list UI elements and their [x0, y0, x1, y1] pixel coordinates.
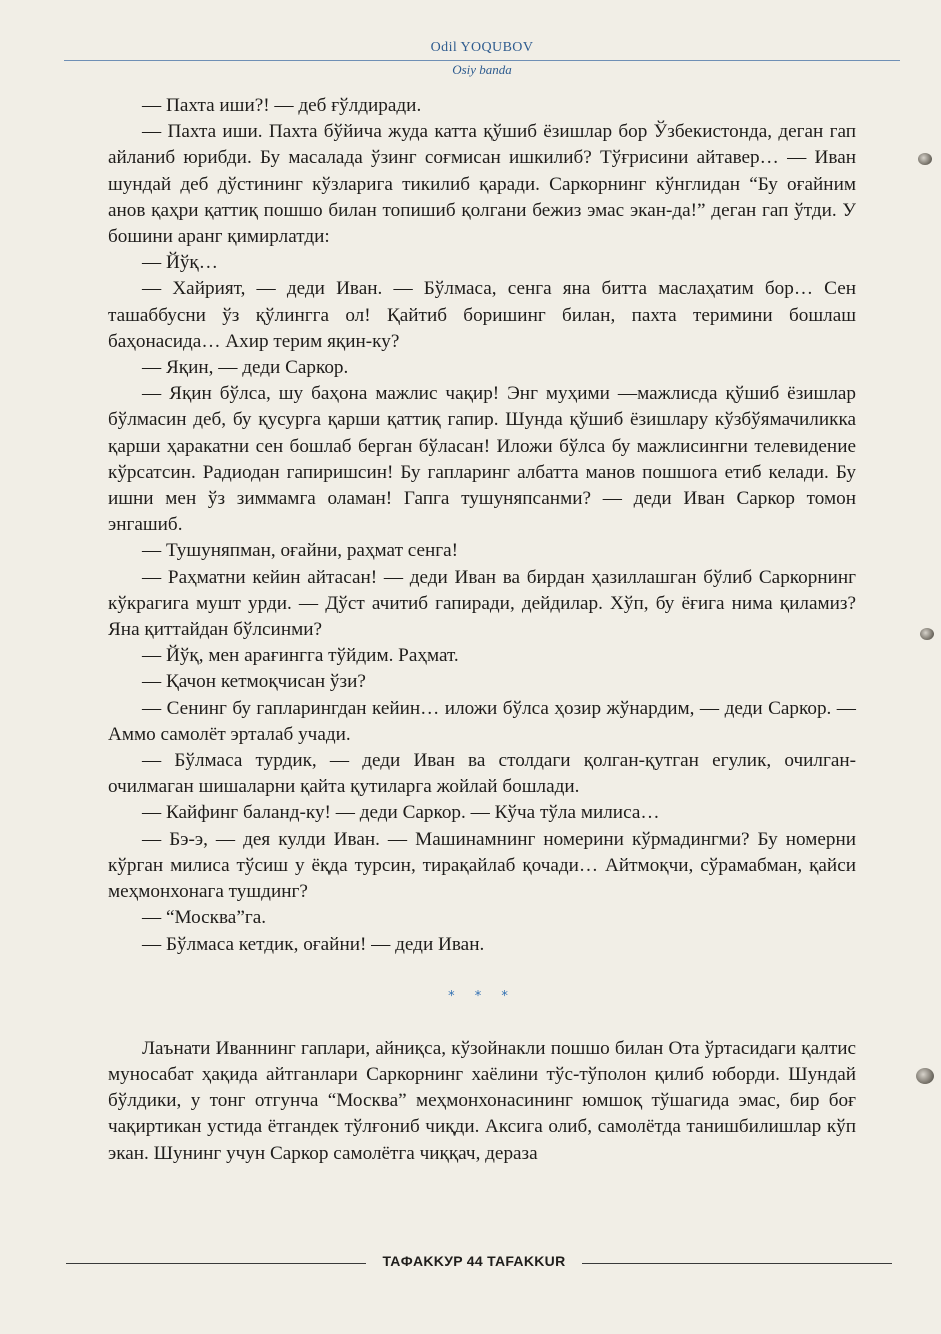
paragraph: — Яқин бўлса, шу баҳона мажлис чақир! Энг муҳими —мажлисда қўшиб ёзишлар бўлмасин деб, бу қусурга қарши қаттиқ гапир. Шунда қўшиб ёзишлару кўзбўямачиликка қарши ҳаракатни сен бошлаб берган бўласан! Иложи бўлса бу мажлисингни телевидение кўрсатсин. Радиодан гапиришсин! Бу гапларинг албатта манов пошшога етиб келади. Бу ишни мен ўз зиммамга оламан! Гапга тушуняпсанми? — деди Иван Саркор томон энгашиб.: [108, 383, 856, 536]
paragraph: — Хайрият, — деди Иван. — Бўлмаса, сенга яна битта маслаҳатим бор… Сен ташаббусни ўз қўлингга ол! Қайтиб боришинг билан, пахта теримини бошлаш баҳонасида… Ахир терим яқин-ку?: [108, 278, 856, 352]
paragraph: — Тушуняпман, оғайни, раҳмат сенга!: [142, 540, 459, 562]
footer-page-label: TAФAKKУP 44 TAFAKKUR: [382, 1253, 566, 1269]
paragraph: — Кайфинг баланд-ку! — деди Саркор. — Кўча тўла милиса…: [142, 802, 660, 824]
paragraph: — Пахта иши. Пахта бўйича жуда катта қўшиб ёзишлар бор Ўзбекистонда, деган гап айланиб юрибди. Бу масалада ўзинг сoғмисан ишкилиб? Тўғрисини айтавер… — Иван шундай деб дўстининг кўзларига тикилиб қаради. Саркорнинг кўнглидан “Бу оғайним анов қаҳри қаттиқ пошшо билан топишиб қолгани бежиз эмас экан-да!” деган гап ўтди. У бошини аранг қимирлатди:: [108, 121, 856, 248]
running-head: [64, 38, 900, 84]
paragraph: — Йўқ, мен арағингга тўйдим. Раҳмат.: [142, 645, 459, 667]
footer-rule-left: [66, 1263, 366, 1264]
paragraph: Лаънати Иваннинг гаплари, айниқса, кўзойнакли пошшо билан Ота ўртасидаги қалтис муносабат ҳақида айтганлари Саркорнинг хаёлини тўс-тўполон қилиб юборди. Шундай бўлдики, у тонг отгунча “Москва” меҳмонхонасининг юмшоқ тўшагида эмас, бир боғ чақиртикан устида ётгандек тўлғониб чиқди. Аксига олиб, самолётда танишбилишлар кўп экан. Шунинг учун Саркор самолётга чиққач, дераза: [108, 1037, 856, 1164]
paragraph: — Бэ-э, — дея кулди Иван. — Машинамнинг номерини кўрмадингми? Бу номерни кўрган милиса тўсиш у ёқда турсин, тирақайлаб қочади… Айтмоқчи, сўрамабман, қайси меҳмонхонага тушдинг?: [108, 828, 856, 903]
paragraph: — Бўлмаса кетдик, оғайни! — деди Иван.: [142, 933, 485, 955]
paragraph: — Қачон кетмоқчисан ўзи?: [142, 671, 366, 693]
header-author: Odil YOQUBOV: [430, 40, 534, 55]
paragraph: — Йўқ…: [142, 252, 218, 274]
header-title: Osiy banda: [452, 62, 512, 77]
paragraph: — Яқин, — деди Саркор.: [142, 357, 349, 379]
header-rule: [64, 60, 900, 61]
paragraph: — Пахта иши?! — деб ғўлдиради.: [142, 95, 422, 116]
footer-rule-right: [582, 1263, 892, 1264]
section-separator: [108, 958, 856, 1036]
binding-hole-middle: [920, 628, 934, 640]
paragraph: — Сенинг бу гапларингдан кейин… иложи бўлса ҳозир жўнардим, — деди Саркор. — Аммо самолёт эрталаб учади.: [108, 697, 856, 745]
separator-asterisks: * * *: [448, 988, 516, 1004]
binding-hole-top: [918, 153, 932, 165]
paragraph: — Раҳматни кейин айтасан! — деди Иван ва бирдан ҳазиллашган бўлиб Саркорнинг кўкрагига мушт урди. — Дўст ачитиб гапиради, дейдилар. Хўп, бу ёғига нима қиламиз? Яна қиттайдан бўлсинми?: [108, 566, 856, 641]
paragraph: — “Москва”га.: [142, 907, 267, 929]
body-text: [108, 93, 856, 1167]
page-footer: [66, 1248, 892, 1278]
binding-hole-bottom: [916, 1068, 934, 1084]
paragraph: — Бўлмаса турдик, — деди Иван ва столдаги қолган-қутган егулик, очилган-очилмаган шишаларни қайта қутиларга жойлай бошлади.: [108, 750, 856, 798]
